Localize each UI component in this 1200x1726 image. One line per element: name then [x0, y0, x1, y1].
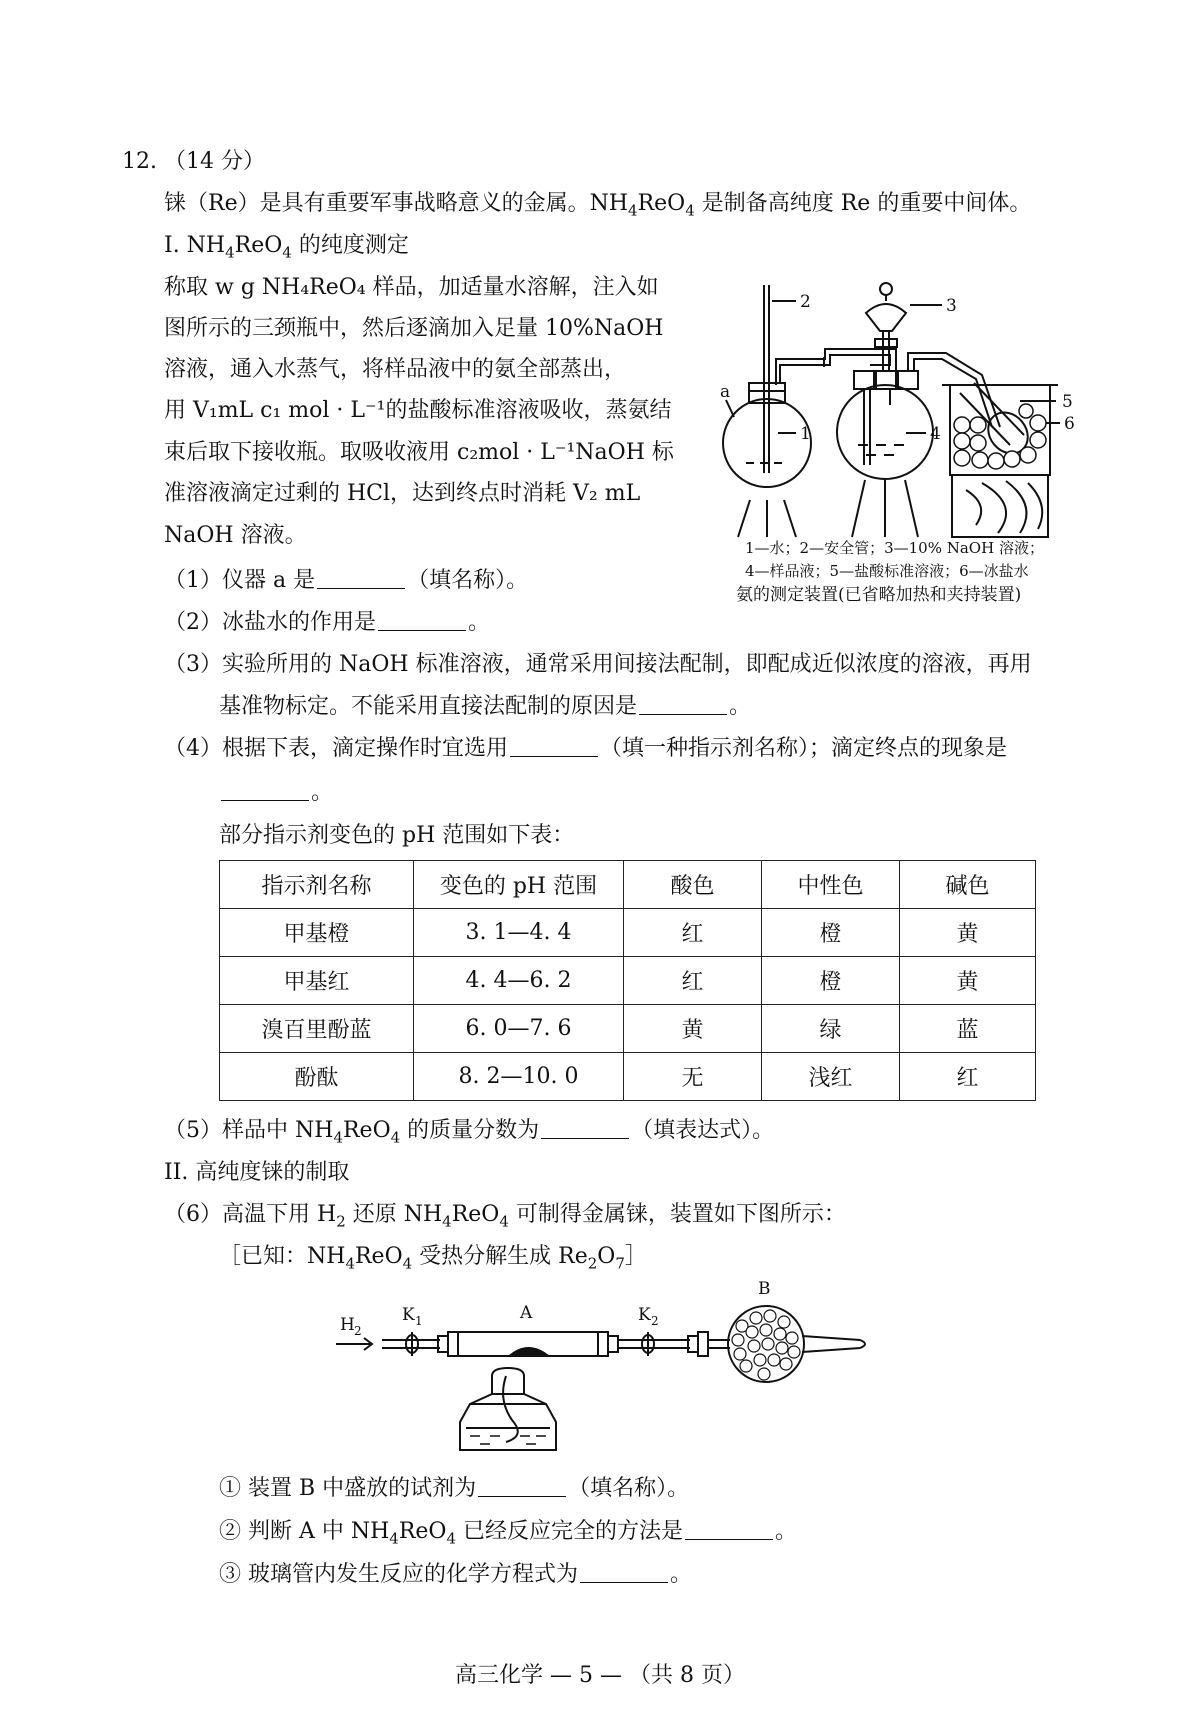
answer-blank[interactable]: [541, 1116, 629, 1139]
table-cell: 无: [624, 1053, 762, 1101]
figure1-caption-1: 1—水；2—安全管；3—10% NaOH 溶液；: [745, 539, 1044, 557]
table-cell: 绿: [762, 1005, 900, 1053]
figure1-caption-2: 4—样品液；5—盐酸标准溶液；6—冰盐水: [745, 562, 1029, 580]
table-cell: 6. 0—7. 6: [414, 1005, 624, 1053]
part1-title: I. $NH_4ReO_4$ 的纯度测定: [164, 233, 409, 262]
question-score: （14 分）: [164, 149, 265, 174]
para-line-1: 称取 w g NH₄ReO₄ 样品，加适量水溶解，注入如: [164, 275, 659, 300]
answer-blank[interactable]: [580, 1560, 668, 1583]
question-6-2: ② 判断 A 中 $NH_4ReO_4$ 已经反应完全的方法是 。: [219, 1519, 798, 1548]
table-header-cell: 酸色: [624, 861, 762, 909]
table-cell: 甲基橙: [220, 909, 414, 957]
table-caption: 部分指示剂变色的 pH 范围如下表：: [219, 823, 575, 848]
question-3-line-1: （3）实验所用的 NaOH 标准溶液，通常采用间接法配制，即配成近似浓度的溶液，再用: [164, 652, 1032, 677]
label-h2: H: [340, 1315, 355, 1335]
answer-blank[interactable]: [685, 1517, 773, 1540]
ammonia-apparatus-figure: [720, 275, 1110, 575]
question-1: （1）仪器 a 是 （填名称）。: [164, 568, 529, 593]
question-header: [122, 146, 265, 178]
question-6-3: ③ 玻璃管内发生反应的化学方程式为 。: [219, 1562, 693, 1587]
answer-blank[interactable]: [317, 566, 405, 589]
table-row: [220, 957, 1036, 1005]
table-cell: 溴百里酚蓝: [220, 1005, 414, 1053]
part2-title: II. 高纯度铼的制取: [164, 1160, 350, 1185]
question-6-1: ① 装置 B 中盛放的试剂为 （填名称）。: [219, 1476, 690, 1501]
answer-blank[interactable]: [510, 734, 598, 757]
table-header-cell: 中性色: [762, 861, 900, 909]
question-number: 12.: [122, 149, 157, 174]
table-cell: 黄: [900, 957, 1036, 1005]
para-line-6: 准溶液滴定过剩的 HCl，达到终点时消耗 V₂ mL: [164, 481, 641, 506]
table-cell: 黄: [624, 1005, 762, 1053]
known-condition: ［已知：$NH_4ReO_4$ 受热分解生成 $Re_2O_7]$: [219, 1244, 647, 1273]
question-2: （2）冰盐水的作用是 。: [164, 610, 491, 635]
question-4-line-2: 。: [219, 777, 333, 809]
table-header-cell: 变色的 pH 范围: [414, 861, 624, 909]
para-line-7: NaOH 溶液。: [164, 523, 307, 548]
label-6: 6: [1064, 414, 1075, 434]
svg-text:1: 1: [415, 1314, 423, 1328]
answer-blank[interactable]: [221, 778, 309, 801]
table-cell: 红: [624, 909, 762, 957]
table-cell: 3. 1—4. 4: [414, 909, 624, 957]
table-cell: 橙: [762, 957, 900, 1005]
para-line-2: 图所示的三颈瓶中，然后逐滴加入足量 10%NaOH: [164, 316, 664, 341]
intro-line: 铼（Re）是具有重要军事战略意义的金属。$NH_4ReO_4$ 是制备高纯度 Re 的重要中间体。: [164, 191, 1032, 220]
label-2: 2: [800, 292, 811, 312]
reduction-apparatus-figure: [330, 1280, 890, 1460]
label-k1: K: [402, 1305, 415, 1325]
label-b: B: [758, 1280, 771, 1299]
table-header-row: [220, 861, 1036, 909]
table-header-cell: 碱色: [900, 861, 1036, 909]
table-cell: 甲基红: [220, 957, 414, 1005]
table-header-cell: 指示剂名称: [220, 861, 414, 909]
question-3-line-2: 基准物标定。不能采用直接法配制的原因是 。: [219, 694, 752, 719]
table-cell: 橙: [762, 909, 900, 957]
table-row: [220, 909, 1036, 957]
table-cell: 4. 4—6. 2: [414, 957, 624, 1005]
label-4: 4: [930, 424, 941, 444]
figure1-caption-3: 氨的测定装置(已省略加热和夹持装置): [736, 585, 1022, 605]
page-footer: 高三化学 — 5 — （共 8 页）: [455, 1663, 745, 1688]
label-k2: K: [638, 1305, 651, 1325]
indicator-table: [219, 860, 1036, 1101]
answer-blank[interactable]: [378, 608, 466, 631]
label-3: 3: [946, 296, 957, 316]
label-a: A: [520, 1303, 533, 1323]
question-5: （5）样品中 $NH_4ReO_4$ 的质量分数为 （填表达式）。: [164, 1118, 775, 1147]
svg-text:2: 2: [651, 1314, 659, 1328]
table-row: [220, 1005, 1036, 1053]
label-a: a: [720, 382, 731, 402]
table-row: [220, 1053, 1036, 1101]
table-cell: 黄: [900, 909, 1036, 957]
label-5: 5: [1062, 392, 1073, 412]
table-cell: 红: [900, 1053, 1036, 1101]
table-cell: 蓝: [900, 1005, 1036, 1053]
table-cell: 红: [624, 957, 762, 1005]
para-line-5: 束后取下接收瓶。取吸收液用 c₂mol · L⁻¹NaOH 标: [164, 440, 674, 465]
label-1: 1: [800, 424, 811, 444]
table-cell: 浅红: [762, 1053, 900, 1101]
answer-blank[interactable]: [478, 1474, 566, 1497]
question-6: （6）高温下用 $H_2$ 还原 $NH_4ReO_4$ 可制得金属铼，装置如下图所示：: [164, 1202, 846, 1231]
para-line-3: 溶液，通入水蒸气，将样品液中的氨全部蒸出，: [164, 357, 627, 382]
svg-text:2: 2: [354, 1324, 362, 1338]
question-4-line-1: （4）根据下表，滴定操作时宜选用 （填一种指示剂名称）；滴定终点的现象是: [164, 736, 1008, 761]
table-cell: 8. 2—10. 0: [414, 1053, 624, 1101]
answer-blank[interactable]: [639, 692, 727, 715]
para-line-4: 用 V₁mL c₁ mol · L⁻¹的盐酸标准溶液吸收，蒸氨结: [164, 398, 672, 423]
table-cell: 酚酞: [220, 1053, 414, 1101]
